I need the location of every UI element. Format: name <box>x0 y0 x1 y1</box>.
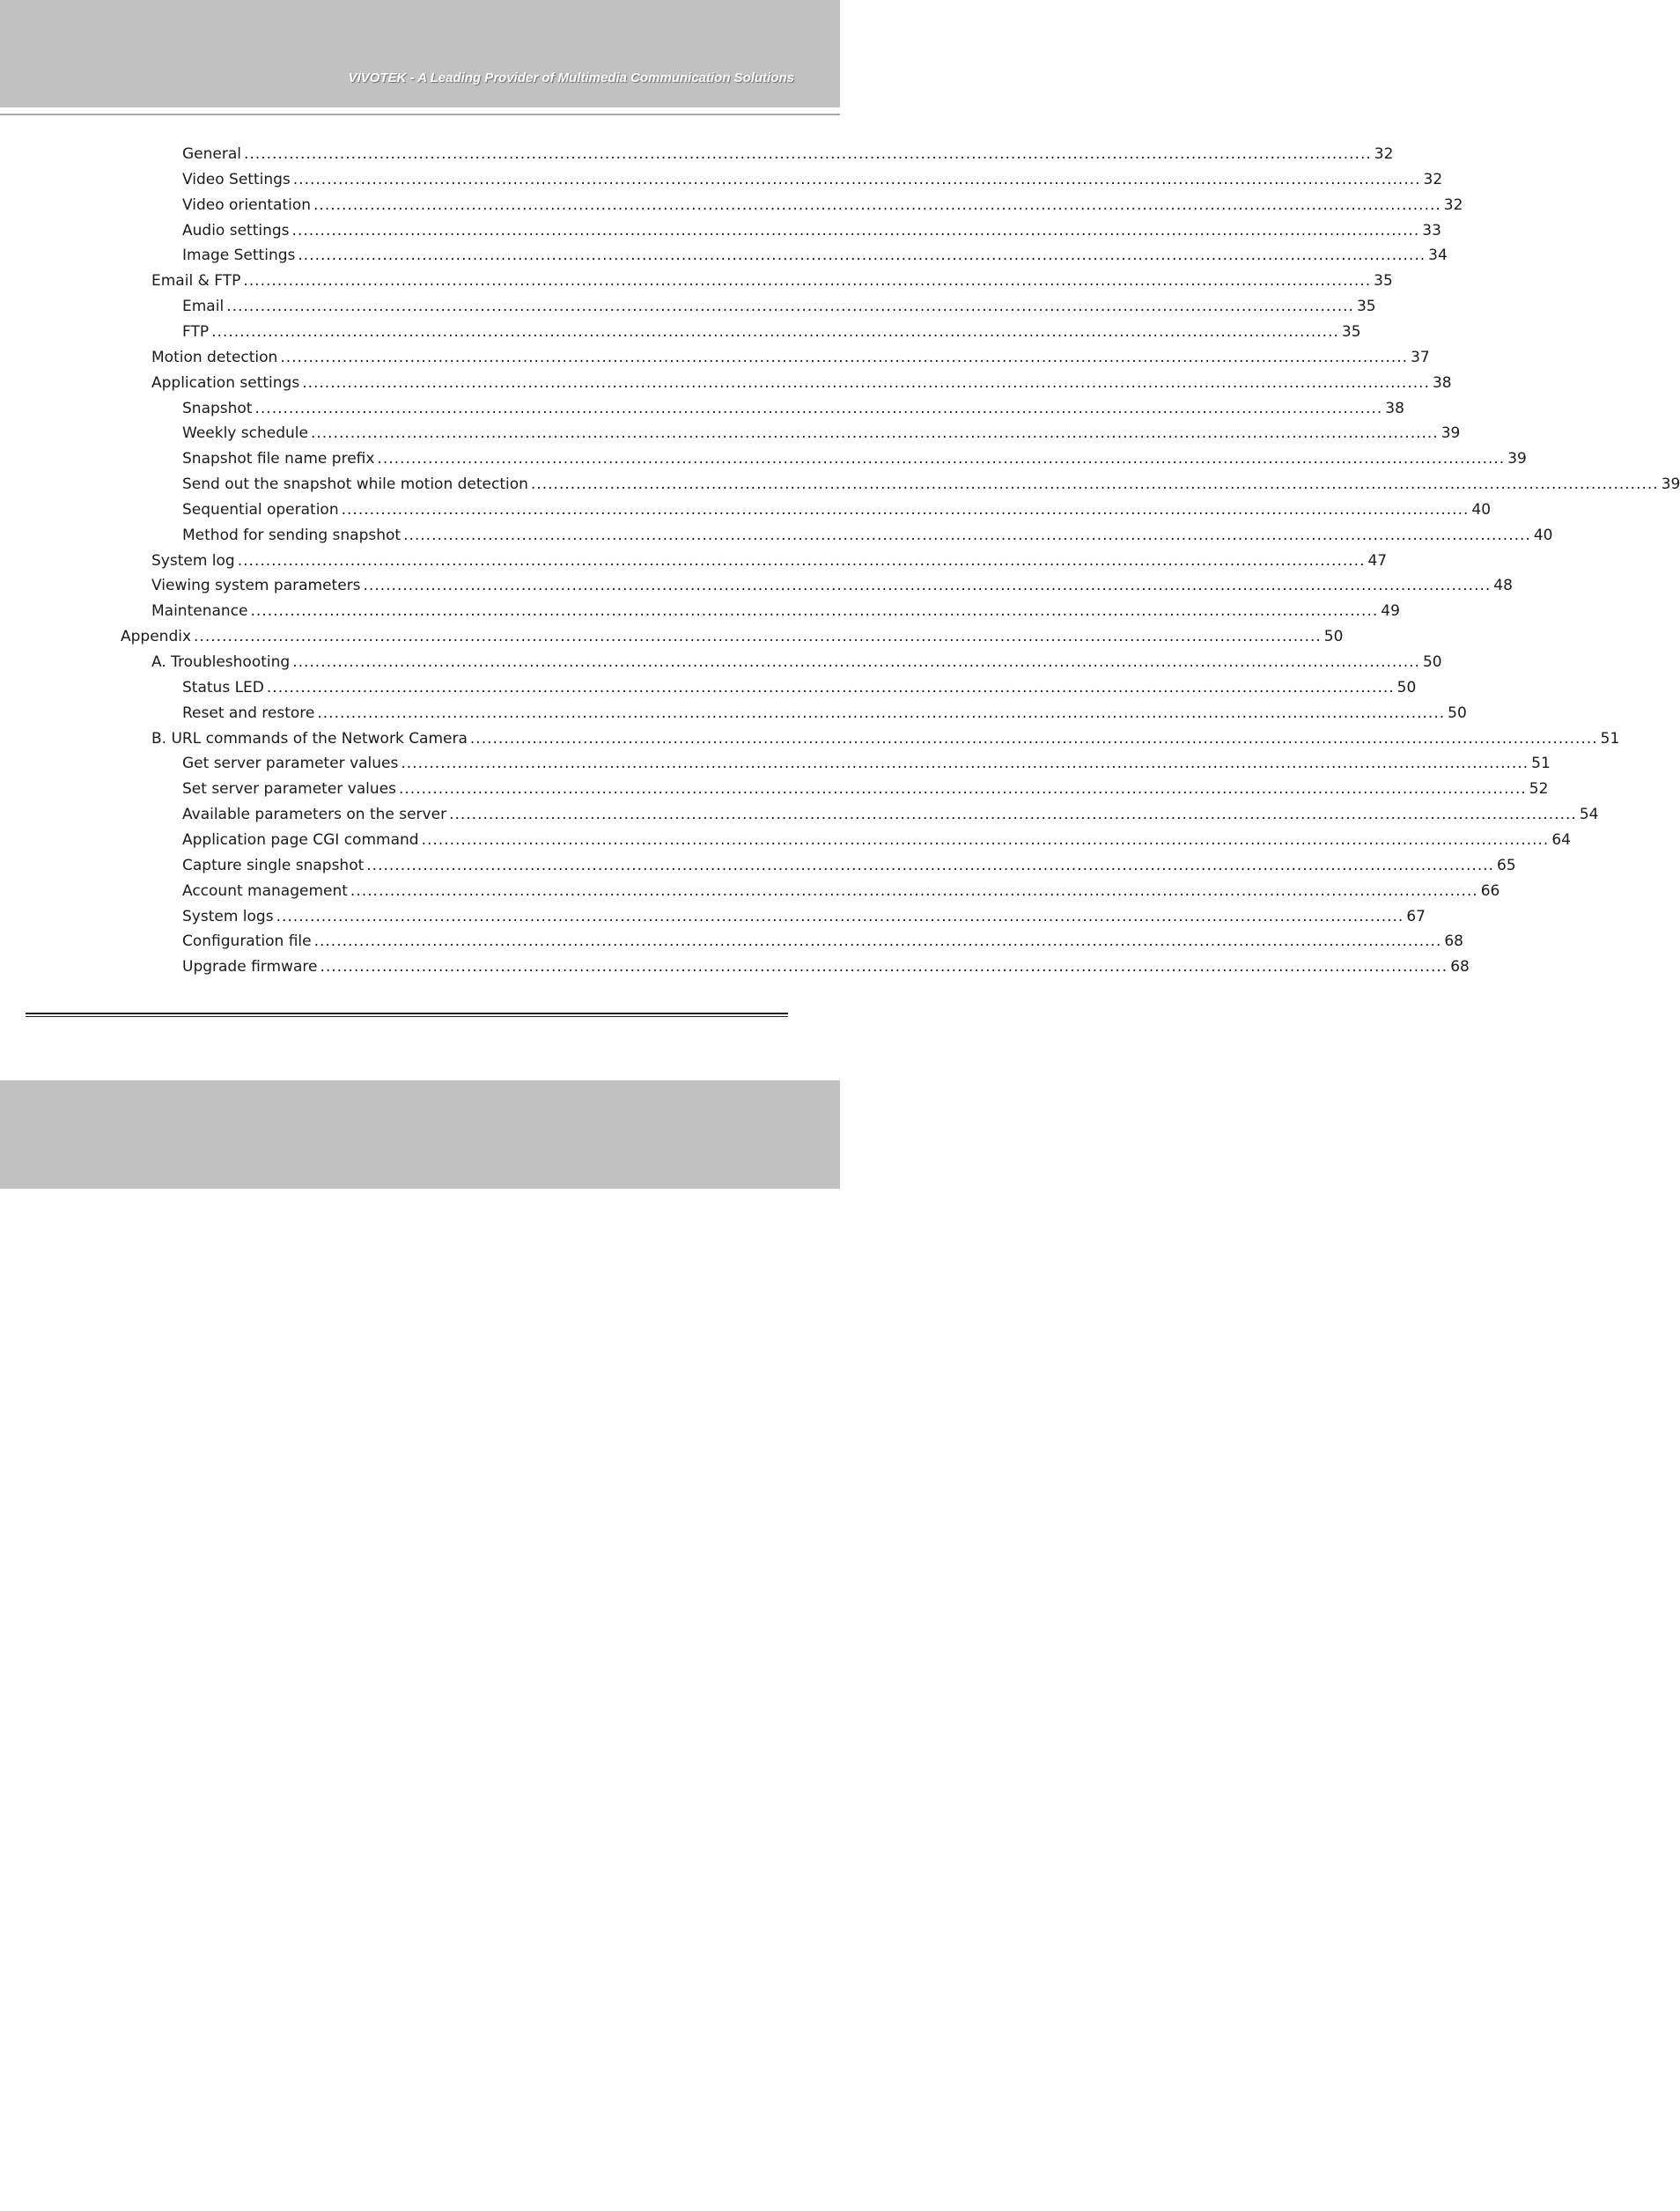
toc-entry-page: 50 <box>1448 704 1467 722</box>
toc-entry-page: 34 <box>1428 247 1448 265</box>
toc-entry-title: General <box>182 145 241 163</box>
toc-entry[interactable] <box>151 341 1430 366</box>
toc-entry[interactable] <box>182 468 1680 494</box>
toc-entry[interactable] <box>182 925 1463 951</box>
toc-entry[interactable] <box>151 722 1620 748</box>
toc-entry-page: 38 <box>1432 373 1452 392</box>
toc-entry[interactable] <box>182 214 1441 240</box>
toc-entry-page: 68 <box>1450 958 1470 977</box>
toc-leader-dots: ........................................................................................................................................................................................................ <box>298 247 1426 265</box>
toc-entry-title: Upgrade firmware <box>182 958 318 977</box>
toc-leader-dots: ........................................................................................................................................................................................................ <box>317 704 1446 722</box>
toc-entry[interactable] <box>182 874 1500 900</box>
toc-entry[interactable] <box>182 416 1461 443</box>
toc-leader-dots: ........................................................................................................................................................................................................ <box>530 475 1659 494</box>
toc-leader-dots: ........................................................................................................................................................................................................ <box>250 602 1379 621</box>
toc-entry-page: 64 <box>1551 830 1571 849</box>
toc-entry-page: 48 <box>1493 577 1513 595</box>
toc-entry-title: Set server parameter values <box>182 780 396 799</box>
toc-entry-title: Maintenance <box>151 602 248 621</box>
toc-leader-dots: ........................................................................................................................................................................................................ <box>266 678 1395 696</box>
footer-divider-secondary <box>26 1016 788 1017</box>
toc-leader-dots: ........................................................................................................................................................................................................ <box>302 373 1430 392</box>
toc-entry[interactable] <box>151 366 1452 392</box>
toc-entry-page: 38 <box>1385 399 1404 417</box>
toc-entry[interactable] <box>182 493 1492 519</box>
toc-entry-page: 50 <box>1323 628 1344 646</box>
toc-entry[interactable] <box>151 544 1388 570</box>
toc-leader-dots: ........................................................................................................................................................................................................ <box>276 907 1404 925</box>
toc-leader-dots: ........................................................................................................................................................................................................ <box>313 195 1441 214</box>
toc-leader-dots: ........................................................................................................................................................................................................ <box>280 348 1409 366</box>
toc-entry-page: 51 <box>1531 755 1551 773</box>
toc-leader-dots: ........................................................................................................................................................................................................ <box>310 424 1439 443</box>
toc-leader-dots: ........................................................................................................................................................................................................ <box>244 145 1372 163</box>
toc-entry-title: System log <box>151 551 235 570</box>
toc-leader-dots: ........................................................................................................................................................................................................ <box>377 450 1506 468</box>
footer-page-label: User's Manual - 4 <box>664 2192 795 2210</box>
toc-entry-page: 49 <box>1381 602 1400 621</box>
toc-leader-dots: ........................................................................................................................................................................................................ <box>398 780 1527 799</box>
toc-leader-dots: ........................................................................................................................................................................................................ <box>243 272 1372 291</box>
toc-entry[interactable] <box>151 645 1442 671</box>
toc-leader-dots: ........................................................................................................................................................................................................ <box>292 170 1421 188</box>
toc-entry-title: Motion detection <box>151 348 278 366</box>
toc-leader-dots: ........................................................................................................................................................................................................ <box>403 526 1531 544</box>
toc-leader-dots: ........................................................................................................................................................................................................ <box>226 298 1354 316</box>
toc-entry[interactable] <box>182 823 1571 849</box>
toc-entry[interactable] <box>182 137 1394 163</box>
toc-entry[interactable] <box>182 747 1551 773</box>
header-divider <box>0 114 840 115</box>
toc-entry-title: Video orientation <box>182 195 312 214</box>
toc-leader-dots: ........................................................................................................................................................................................................ <box>211 322 1339 341</box>
toc-entry[interactable] <box>182 950 1470 977</box>
toc-entry[interactable] <box>182 188 1463 214</box>
toc-entry-page: 50 <box>1422 653 1442 671</box>
toc-leader-dots: ........................................................................................................................................................................................................ <box>341 500 1470 519</box>
toc-entry-title: System logs <box>182 907 274 925</box>
toc-entry-page: 35 <box>1374 272 1393 291</box>
toc-entry[interactable] <box>182 239 1448 265</box>
toc-entry-page: 51 <box>1600 729 1620 748</box>
toc-entry[interactable] <box>182 519 1553 544</box>
toc-entry-title: Application settings <box>151 373 300 392</box>
toc-entry-title: Get server parameter values <box>182 755 399 773</box>
toc-entry[interactable] <box>182 849 1516 874</box>
toc-entry[interactable] <box>182 442 1527 468</box>
toc-leader-dots: ........................................................................................................................................................................................................ <box>313 932 1442 951</box>
toc-entry-title: Application page CGI command <box>182 830 419 849</box>
toc-leader-dots: ........................................................................................................................................................................................................ <box>350 881 1478 900</box>
toc-entry-page: 54 <box>1579 806 1599 824</box>
toc-leader-dots: ........................................................................................................................................................................................................ <box>449 806 1577 824</box>
toc-entry-page: 40 <box>1471 500 1492 519</box>
toc-entry-title: Status LED <box>182 678 264 696</box>
footer-divider <box>26 1013 788 1014</box>
toc-entry-page: 40 <box>1533 526 1553 544</box>
toc-entry[interactable] <box>182 163 1443 188</box>
toc-entry-page: 33 <box>1422 221 1441 240</box>
toc-leader-dots: ........................................................................................................................................................................................................ <box>469 729 1598 748</box>
toc-entry[interactable] <box>182 290 1376 316</box>
toc-entry-title: Reset and restore <box>182 704 315 722</box>
toc-leader-dots: ........................................................................................................................................................................................................ <box>291 221 1420 240</box>
toc-entry-page: 32 <box>1443 195 1463 214</box>
toc-entry-title: Configuration file <box>182 932 312 951</box>
toc-entry-page: 65 <box>1497 856 1516 874</box>
toc-entry-page: 66 <box>1480 881 1500 900</box>
toc-entry-page: 68 <box>1444 932 1463 951</box>
toc-entry[interactable] <box>121 620 1344 646</box>
toc-entry-page: 52 <box>1529 780 1549 799</box>
toc-entry-page: 32 <box>1374 145 1394 163</box>
toc-entry[interactable] <box>182 671 1417 696</box>
toc-entry-page: 39 <box>1661 475 1680 494</box>
toc-entry-title: Email <box>182 298 225 316</box>
toc-leader-dots: ........................................................................................................................................................................................................ <box>363 577 1492 595</box>
toc-entry[interactable] <box>182 900 1426 925</box>
toc-entry-title: Image Settings <box>182 247 296 265</box>
toc-entry-title: Weekly schedule <box>182 424 308 443</box>
toc-entry-page: 39 <box>1441 424 1461 443</box>
toc-leader-dots: ........................................................................................................................................................................................................ <box>254 399 1383 417</box>
toc-entry-title: Available parameters on the server <box>182 806 447 824</box>
toc-leader-dots: ........................................................................................................................................................................................................ <box>292 653 1420 671</box>
toc-leader-dots: ........................................................................................................................................................................................................ <box>366 856 1495 874</box>
toc-entry-page: 32 <box>1423 170 1443 188</box>
toc-entry[interactable] <box>151 569 1513 595</box>
toc-leader-dots: ........................................................................................................................................................................................................ <box>194 628 1322 646</box>
toc-entry-page: 67 <box>1406 907 1426 925</box>
header-tagline: VIVOTEK - A Leading Provider of Multimedia Communication Solutions <box>348 70 794 85</box>
toc-entry-title: Snapshot file name prefix <box>182 450 375 468</box>
toc-entry-page: 35 <box>1356 298 1376 316</box>
toc-entry-title: Method for sending snapshot <box>182 526 402 544</box>
toc-entry-page: 37 <box>1411 348 1430 366</box>
toc-entry-title: Snapshot <box>182 399 253 417</box>
toc-entry[interactable] <box>182 696 1467 722</box>
toc-entry[interactable] <box>151 264 1393 291</box>
toc-leader-dots: ........................................................................................................................................................................................................ <box>421 830 1550 849</box>
toc-leader-dots: ........................................................................................................................................................................................................ <box>237 551 1366 570</box>
toc-leader-dots: ........................................................................................................................................................................................................ <box>320 958 1448 977</box>
toc-entry-title: Sequential operation <box>182 500 339 519</box>
toc-entry-title: Viewing system parameters <box>151 577 361 595</box>
toc-entry-title: Video Settings <box>182 170 291 188</box>
toc-entry-title: B. URL commands of the Network Camera <box>151 729 468 748</box>
toc-entry[interactable] <box>182 392 1404 417</box>
toc-leader-dots: ........................................................................................................................................................................................................ <box>401 755 1529 773</box>
toc-entry-page: 50 <box>1396 678 1417 696</box>
toc-entry-page: 35 <box>1341 322 1361 341</box>
toc-entry-page: 39 <box>1507 450 1527 468</box>
footer-band <box>0 1080 840 2210</box>
toc-entry[interactable] <box>182 772 1549 799</box>
toc-entry[interactable] <box>151 594 1400 621</box>
toc-entry-title: Send out the snapshot while motion detection <box>182 475 528 494</box>
toc-entry-title: Capture single snapshot <box>182 856 365 874</box>
toc-entry-title: FTP <box>182 322 210 341</box>
toc-entry-title: Appendix <box>121 628 192 646</box>
toc-entry-title: Audio settings <box>182 221 290 240</box>
toc-entry-title: Email & FTP <box>151 272 241 291</box>
toc-entry[interactable] <box>182 798 1599 824</box>
toc-entry[interactable] <box>182 315 1361 341</box>
toc-entry-page: 47 <box>1367 551 1388 570</box>
toc-entry-title: Account management <box>182 881 348 900</box>
header-band <box>0 0 840 107</box>
toc-entry-title: A. Troubleshooting <box>151 653 291 671</box>
